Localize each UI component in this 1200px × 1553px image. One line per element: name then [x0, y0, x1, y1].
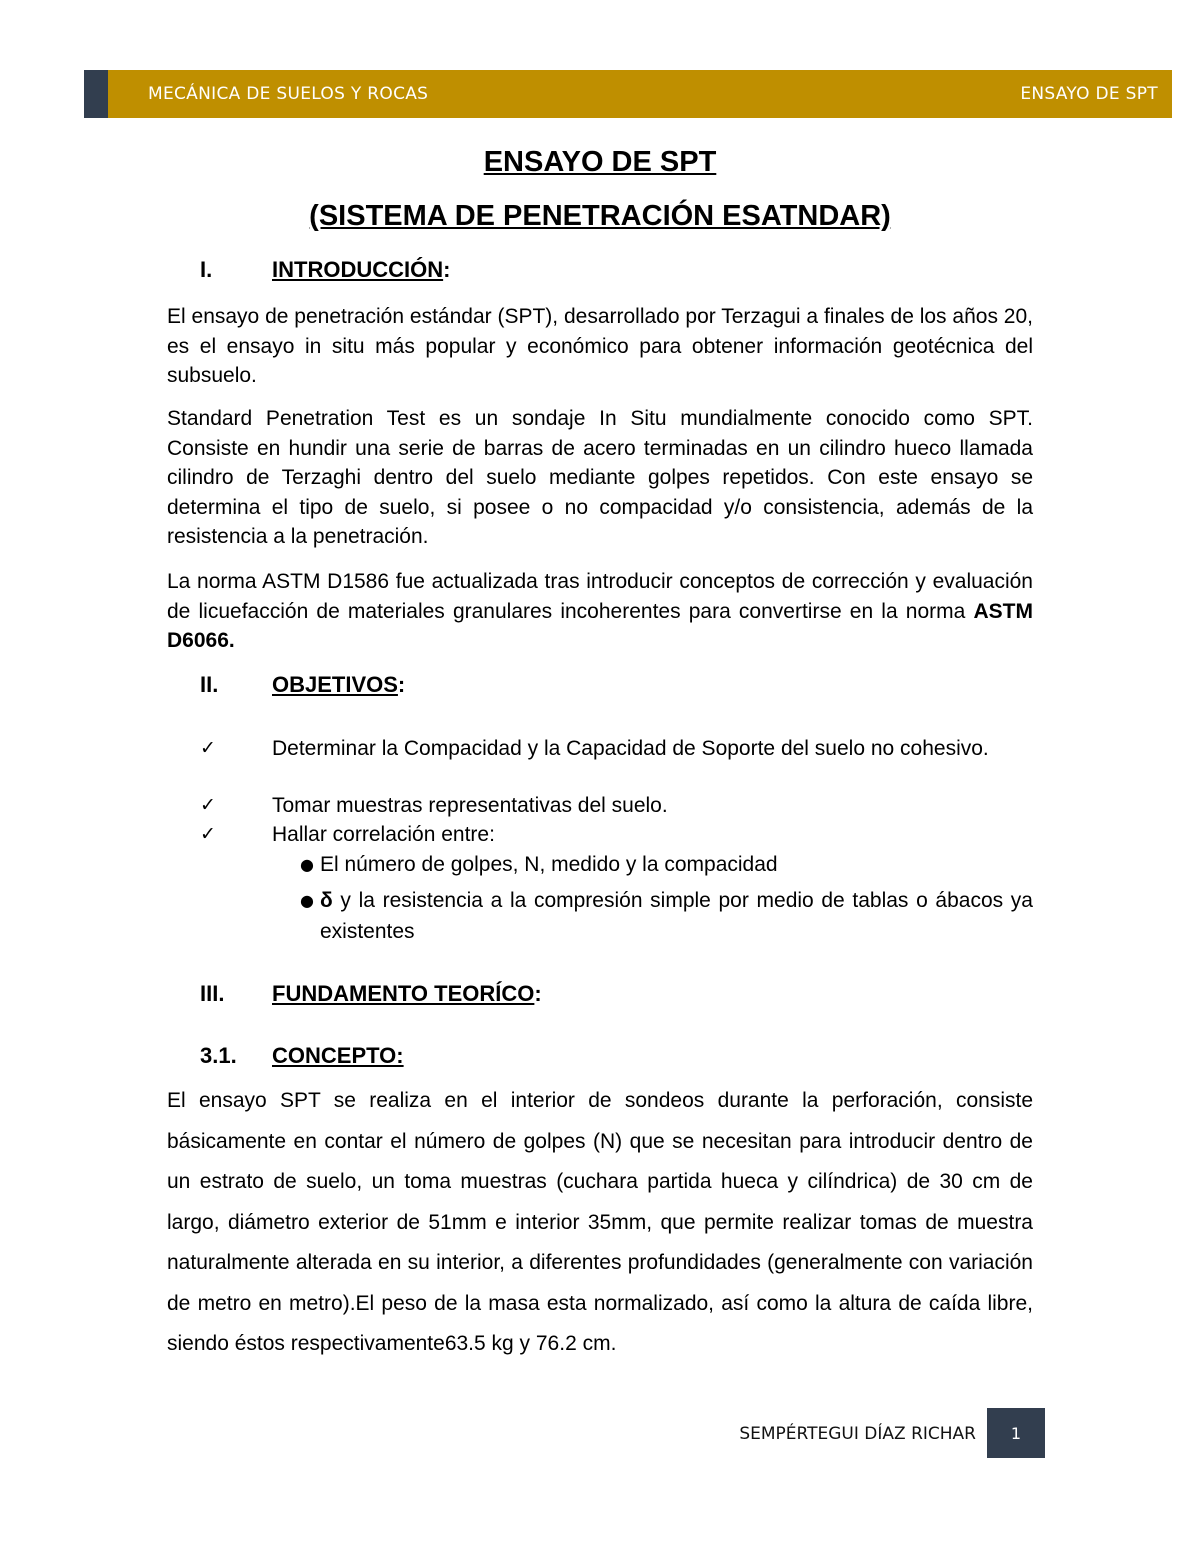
correlation-item — [300, 885, 1033, 947]
astm-standard: ASTM D6066. — [167, 599, 1033, 652]
intro-paragraph-3 — [167, 567, 1033, 656]
intro-paragraph-1: El ensayo de penetración estándar (SPT), desarrollado por Terzagui a finales de los años 20, es el ensayo in situ más popular y económico para obtener información geotécnica del subsuelo. — [167, 305, 1033, 387]
objective-item — [200, 820, 1033, 849]
correlation-description: El número de golpes, N, medido y la compacidad — [320, 853, 778, 876]
objective-item — [200, 734, 1033, 763]
correlation-symbol: δ — [320, 889, 333, 912]
heading-colon: : — [534, 981, 542, 1006]
check-icon: ✓ — [200, 737, 216, 759]
objective-item — [200, 791, 1033, 820]
document-subtitle: (SISTEMA DE PENETRACIÓN ESATNDAR) — [309, 200, 891, 232]
heading-label: INTRODUCCIÓN — [272, 257, 444, 282]
header-accent-block — [84, 70, 108, 118]
footer-author: SEMPÉRTEGUI DÍAZ RICHAR — [739, 1424, 976, 1444]
intro-paragraph-2: Standard Penetration Test es un sondaje In Situ mundialmente conocido como SPT. Consiste en hundir una serie de barras de acero terminadas en un cilindro hueco llamada cilindro de Terzaghi dentro del suelo mediante golpes repetidos. Con este ensayo se determina el tipo de suelo, si posee o no compacidad y/o consistencia, además de la resistencia a la penetración. — [167, 407, 1033, 548]
objective-text: Determinar la Compacidad y la Capacidad de Soporte del suelo no cohesivo. — [272, 737, 989, 760]
heading-label: CONCEPTO: — [272, 1043, 404, 1068]
objective-text: Hallar correlación entre: — [272, 823, 495, 846]
heading-objetivos — [200, 672, 405, 698]
heading-label: OBJETIVOS — [272, 672, 398, 697]
heading-label: FUNDAMENTO TEORÍCO — [272, 981, 535, 1006]
heading-introduccion — [200, 257, 450, 283]
correlation-text — [320, 885, 1033, 947]
heading-number: 3.1. — [200, 1043, 237, 1068]
header-course-title: MECÁNICA DE SUELOS Y ROCAS — [148, 84, 429, 104]
intro-paragraph-3-text: La norma ASTM D1586 fue actualizada tras introducir conceptos de corrección y evaluación de licuefacción de materiales granulares incoherentes para convertirse en la norma — [167, 570, 1033, 623]
document-title: ENSAYO DE SPT — [483, 146, 717, 178]
heading-concepto — [200, 1043, 404, 1069]
heading-colon: : — [397, 672, 406, 697]
correlation-text — [320, 849, 1033, 880]
header-doc-title: ENSAYO DE SPT — [1020, 84, 1158, 104]
correlation-description: y la resistencia a la compresión simple por medio de tablas o ábacos ya existentes — [320, 889, 1033, 943]
heading-fundamento — [200, 981, 542, 1007]
heading-number: I. — [200, 257, 213, 282]
heading-number: II. — [200, 672, 219, 697]
bullet-icon: ● — [300, 855, 314, 874]
objective-text: Tomar muestras representativas del suelo. — [272, 794, 668, 817]
bullet-icon: ● — [300, 891, 314, 910]
correlation-item — [300, 849, 1033, 880]
heading-number: III. — [200, 981, 225, 1006]
check-icon: ✓ — [200, 823, 216, 845]
heading-colon: : — [443, 257, 451, 282]
page-number: 1 — [987, 1408, 1045, 1458]
check-icon: ✓ — [200, 794, 216, 816]
concepto-paragraph: El ensayo SPT se realiza en el interior de sondeos durante la perforación, consiste básicamente en contar el número de golpes (N) que se necesitan para introducir dentro de un estrato de suelo, un toma muestras (cuchara partida hueca y cilíndrica) de 30 cm de largo, diámetro exterior de 51mm e interior 35mm, que permite realizar tomas de muestra naturalmente alterada en su interior, a diferentes profundidades (generalmente con variación de metro en metro).El peso de la masa esta normalizado, así como la altura de caída libre, siendo éstos respectivamente63.5 kg y 76.2 cm. — [167, 1089, 1033, 1355]
header-bar — [84, 70, 1172, 118]
